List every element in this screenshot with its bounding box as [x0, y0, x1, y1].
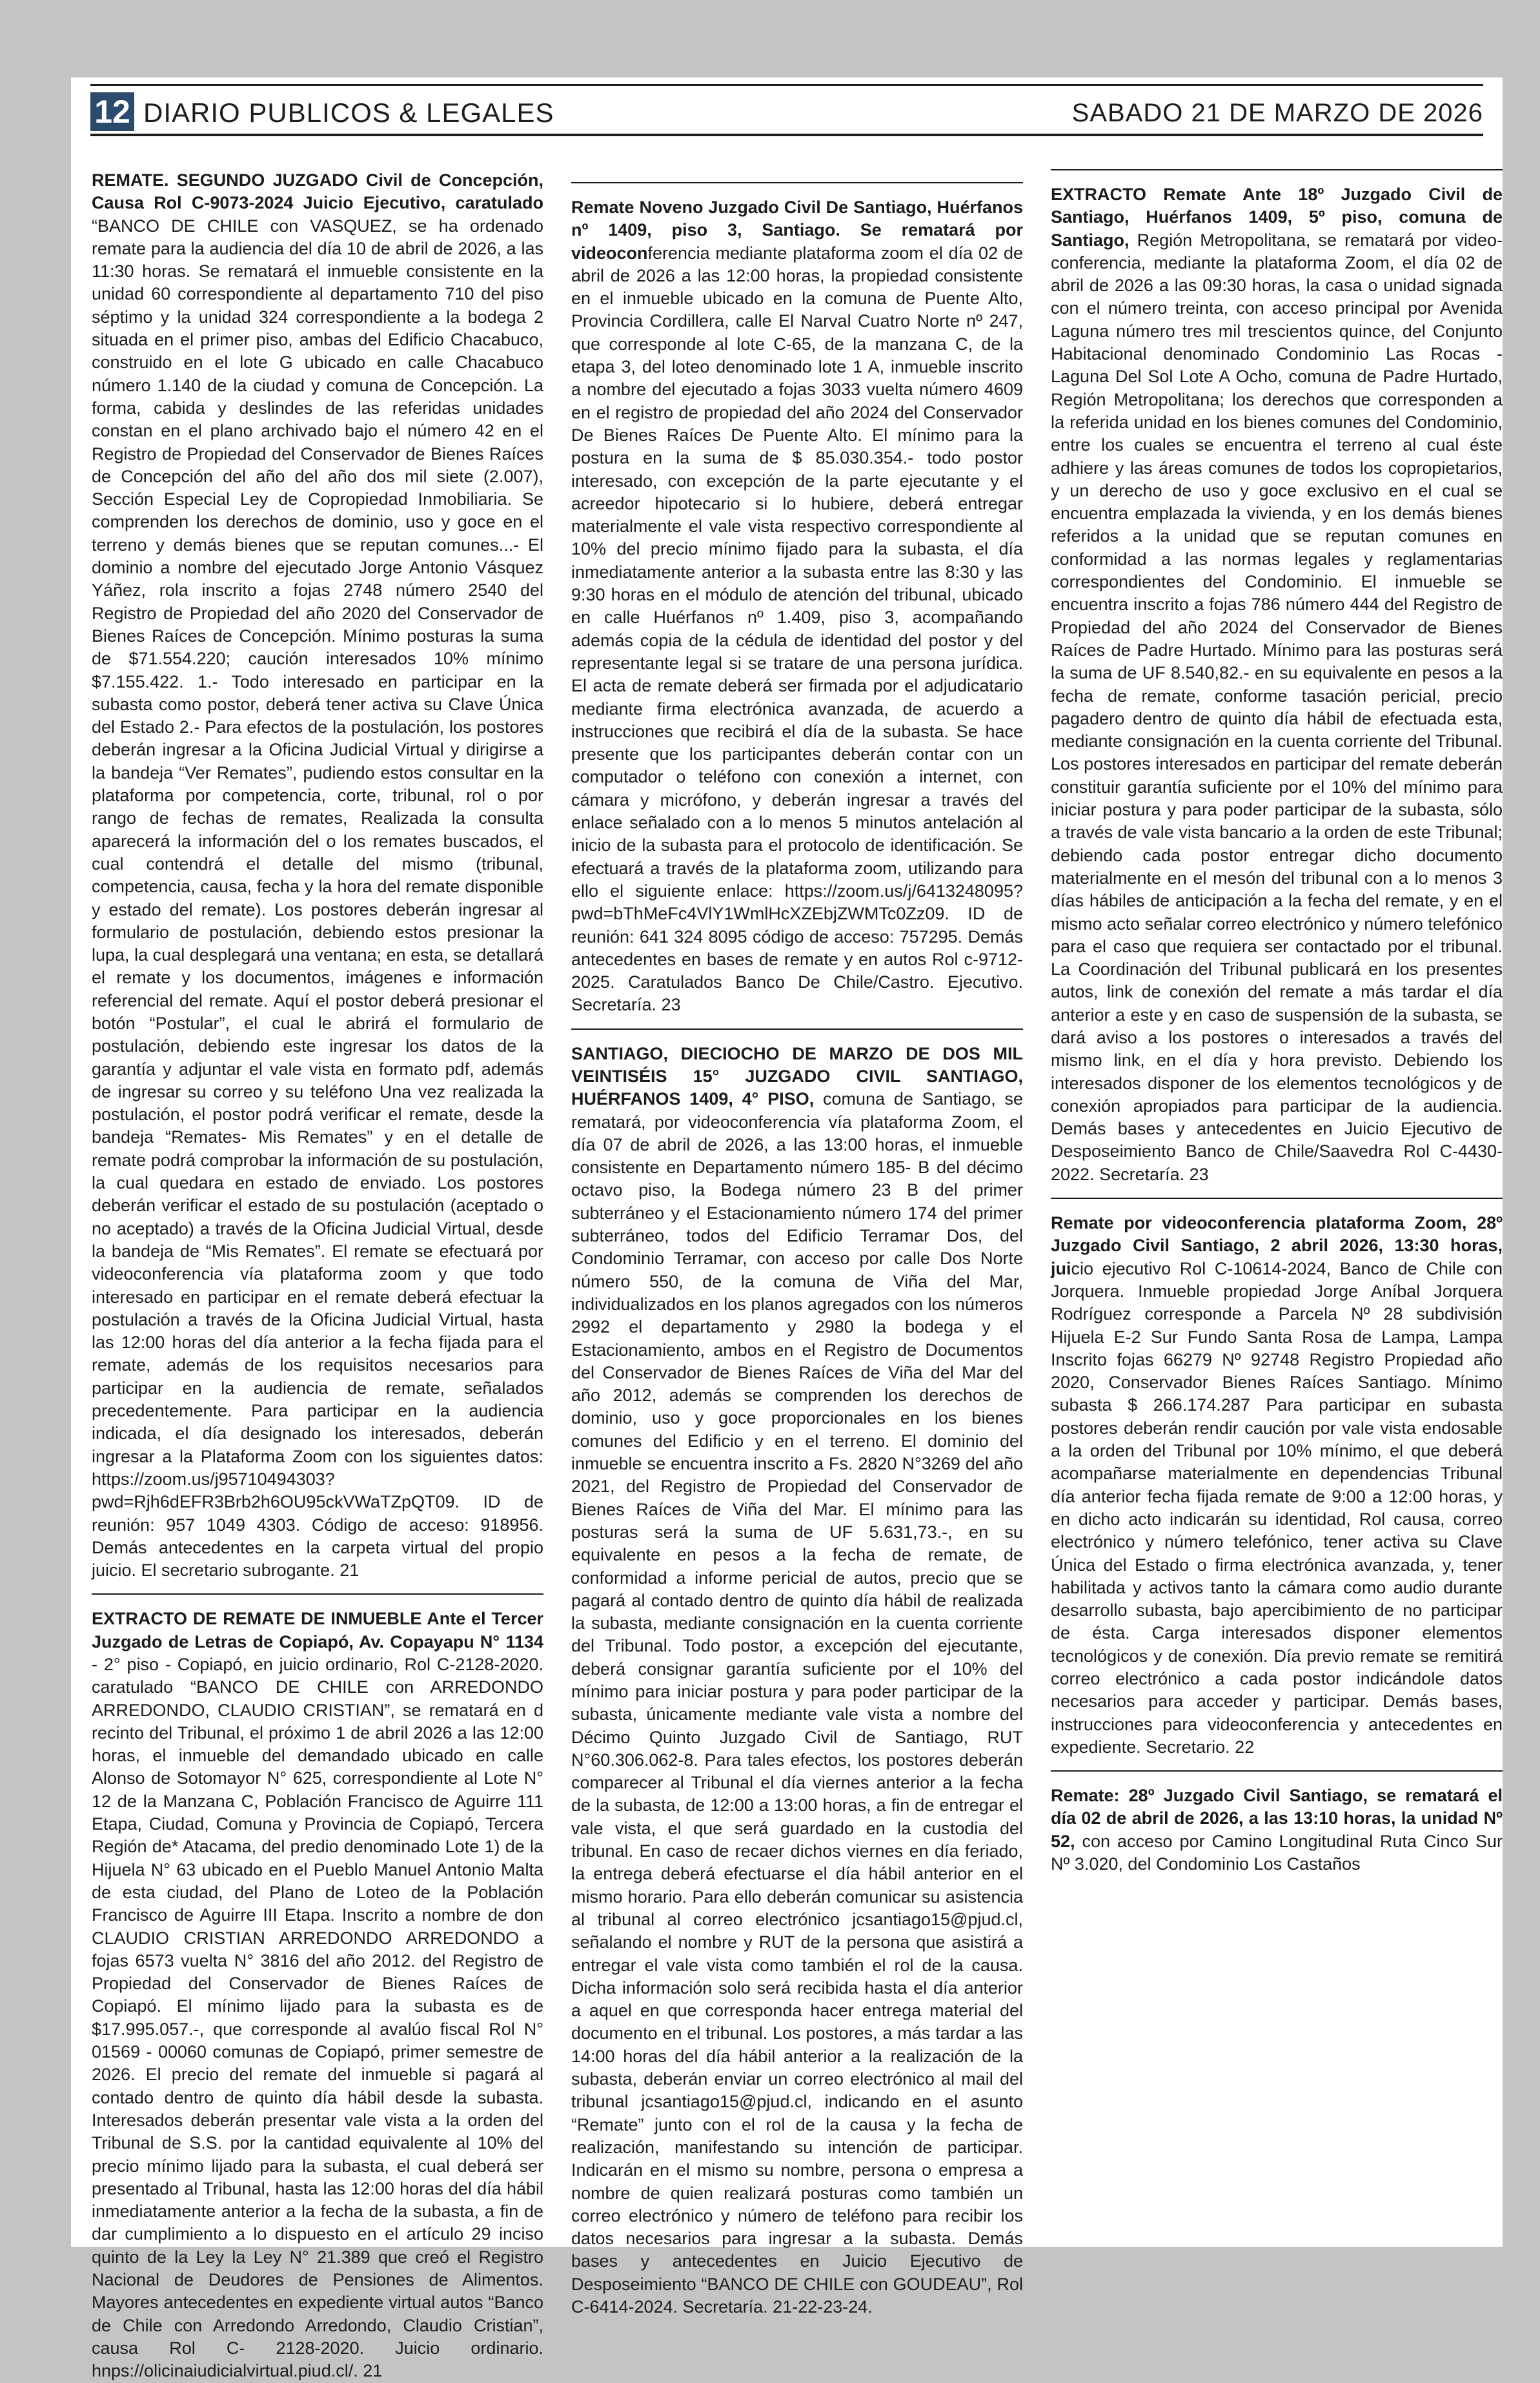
- notice-heading: EXTRACTO Remate Ante 18º Juzgado Civil de Santiago, Huérfanos 1409, 5º piso, comuna de Santiago,: [1051, 185, 1503, 250]
- newspaper-page: [71, 77, 1503, 2381]
- column-1: [92, 169, 543, 2381]
- legal-notice: [1051, 1198, 1503, 1759]
- notice-body: - 2° piso - Copiapó, en juicio ordinario, Rol C-2128-2020. caratulado “BANCO DE CHILE con ARREDONDO ARREDONDO, CLAUDIO CRISTIAN”, se rematará en d recinto del Tribunal, el próximo 1 de abril 2026 a las 12:00 horas, el inmueble del demandado ubicado en calle Alonso de Sotomayor N° 625, correspondiente al Lote N° 12 de la Manzana C, Población Francisco de Aguirre 111 Etapa, Ciudad, Comuna y Provincia de Copiapó, Tercera Región de* Atacama, del predio denominado Lote 1) de la Hijuela N° 63 ubicado en el Pueblo Manuel Antonio Malta de esta ciudad, del Plano de Loteo de la Población Francisco de Aguirre III Etapa. Inscrito a nombre de don CLAUDIO CRISTIAN ARREDONDO ARREDONDO a fojas 6573 vuelta N° 3816 del año 2012. del Registro de Propiedad del Conservador de Bienes Raíces de Copiapó. El mínimo lijado para la subasta es de $17.995.057.-, que corresponde al avalúo fiscal Rol N° 01569 - 00060 comunas de Copiapó, primer semestre de 2026. El precio del remate del inmueble si pagará al contado dentro de quinto día hábil desde la subasta. Interesados deberán presentar vale vista a la orden del Tribunal de S.S. por la cantidad equivalente al 10% del precio mínimo lijado para la subasta, el cual deberá ser presentado al Tribunal, hasta las 12:00 horas del día hábil inmediatamente anterior a la fecha de la subasta, a fin de dar cumplimiento a lo dispuesto en el artículo 29 inciso quinto de la Ley la Ley N° 21.389 que creó el Registro Nacional de Deudores de Pensiones de Alimentos. Mayores antecedentes en expediente virtual autos “Banco de Chile con Arredondo Arredondo, Claudio Cristian”, causa Rol C- 2128-2020. Juicio ordinario. hnps://olicinaiudicialvirtual.piud.cl/. 21: [92, 1655, 543, 2381]
- notice-heading: Remate Noveno Juzgado Civil De Santiago, Huérfanos nº 1409, piso 3, Santiago. Se rematará por videocon: [571, 198, 1023, 263]
- notice-body: cio ejecutivo Rol C-10614-2024, Banco de Chile con Jorquera. Inmueble propiedad Jorge Aníbal Jorquera Rodríguez corresponde a Parcela Nº 28 subdivisión Hijuela E-2 Sur Fundo Santa Rosa de Lampa, Lampa Inscrito fojas 66279 Nº 92748 Registro Propiedad año 2020, Conservador Bienes Raíces Santiago. Mínimo subasta $ 266.174.287 Para participar en subasta postores deberán rendir caución por vale vista endosable a la orden del Tribunal por 10% mínimo, el que deberá acompañarse materialmente en dependencias Tribunal día anterior fecha fijada remate de 9:00 a 12:00 horas, y en dicho acto indicarán su identidad, Rol causa, correo electrónico y número telefónico, tener activa su Clave Única del Estado o firma electrónica avanzada, y, tener habilitada y activos tanto la cámara como audio durante desarrollo subasta, bajo apercibimiento de no participar de ésta. Carga interesados disponer elementos tecnológicos y de conexión. Día previo remate se remitirá correo electrónico a cada postor indicándole datos necesarios para acceder y participar. Demás bases, instrucciones para videoconferencia y antecedentes en expediente. Secretario. 22: [1051, 1258, 1503, 1757]
- column-3: [1051, 169, 1503, 2242]
- publication-name: DIARIO PUBLICOS & LEGALES: [143, 97, 554, 128]
- notice-heading: EXTRACTO DE REMATE DE INMUEBLE Ante el Tercer Juzgado de Letras de Copiapó, Av. Copayapu N° 1134: [92, 1609, 543, 1652]
- legal-notice: [92, 1593, 543, 2382]
- legal-notice: [1051, 169, 1503, 1186]
- legal-notice: [571, 182, 1023, 1017]
- publication-date: SABADO 21 DE MARZO DE 2026: [1071, 99, 1483, 127]
- column-2: [571, 169, 1024, 2317]
- legal-notice: [1051, 1770, 1503, 1876]
- legal-notice: [92, 169, 543, 1582]
- notice-body: comuna de Santiago, se rematará, por videoconferencia vía plataforma Zoom, el día 07 de abril de 2026, a las 13:00 horas, el inmueble consistente en Departamento número 185- B del décimo octavo piso, la Bodega número 23 B del primer subterráneo y el Estacionamiento número 174 del primer subterráneo, todos del Edificio Terramar Dos, del Condominio Terramar, con acceso por calle Dos Norte número 550, de la comuna de Viña del Mar, individualizados en los planos agregados con los números 2992 el departamento y 2980 la bodega y el Estacionamiento, ambos en el Registro de Documentos del Conservador de Bienes Raíces de Viña del Mar del año 2012, además se comprenden los derechos de dominio, uso y goce proporcionales en los bienes comunes del Edificio y en el terreno. El dominio del inmueble se encuentra inscrito a Fs. 2820 N°3269 del año 2021, del Registro de Propiedad del Conservador de Bienes Raíces de Viña del Mar. El mínimo para las posturas será la suma de UF 5.631,73.-, en su equivalente en pesos a la fecha de remate, de conformidad a informe pericial de autos, precio que se pagará al contado dentro de quinto día hábil de realizada la subasta, mediante consignación en la cuenta corriente del Tribunal. Todo postor, a excepción del ejecutante, deberá consignar garantía suficiente por el 10% del mínimo para iniciar postura y para poder participar de la subasta, únicamente mediante vale vista a nombre del Décimo Quinto Juzgado Civil de Santiago, RUT N°60.306.062-8. Para tales efectos, los postores deberán comparecer al Tribunal el día viernes anterior a la fecha de la subasta, de 12:00 a 13:00 horas, a fin de entregar el vale vista, el que será guardado en la custodia del tribunal. En caso de recaer dichos viernes en día feriado, la entrega deberá efectuarse el día hábil anterior en el mismo horario. Para ello deberán comunicar su asistencia al tribunal al correo electrónico jcsantiago15@pjud.cl, señalando el nombre y RUT de la persona que asistirá a entregar el vale vista como también el rol de la causa. Dicha información solo será recibida hasta el día anterior a aquel en que corresponda hacer entrega material del documento en el tribunal. Los postores, a más tardar a las 14:00 horas del día hábil anterior a la realización de la subasta, deberán enviar un correo electrónico al mail del tribunal jcsantiago15@pjud.cl, indicando en el asunto “Remate” junto con el rol de la causa y la fecha de realización, manifestando su intención de participar. Indicarán en el mismo su nombre, persona o empresa a nombre de quien realizará posturas como también un correo electrónico y número de teléfono para recibir los datos necesarios para ingresar a la subasta. Demás bases y antecedentes en Juicio Ejecutivo de Desposeimiento “BANCO DE CHILE con GOUDEAU”, Rol C-6414-2024. Secretaría. 21-22-23-24.: [571, 1089, 1024, 2317]
- notice-body: Región Metropolitana, se rematará por video-conferencia, mediante la plataforma Zoom, el día 02 de abril de 2026 a las 09:30 horas, la casa o unidad signada con el número treinta, con acceso principal por Avenida Laguna número tres mil trescientos quince, del Conjunto Habitacional denominado Condominio Las Rocas - Laguna Del Sol Lote A Ocho, comuna de Padre Hurtado, Región Metropolitana; los derechos que corresponden a la referida unidad en los bienes comunes del Condominio, entre los cuales se encuentra el terreno al cual éste adhiere y las áreas comunes de todos los copropietarios, y un derecho de uso y goce exclusivo en el cual se encuentra emplazada la vivienda, y en los demás bienes referidos a la unidad que se reputan comunes en conformidad a las normas legales y reglamentarias correspondientes del Condominio. El inmueble se encuentra inscrito a fojas 786 número 444 del Registro de Propiedad del año 2024 del Conservador de Bienes Raíces de Padre Hurtado. Mínimo para las posturas será la suma de UF 8.540,82.- en su equivalente en pesos a la fecha de remate, conforme tasación pericial, precio pagadero dentro de quinto día hábil de efectuada esta, mediante consignación en la cuenta corriente del Tribunal. Los postores interesados en participar del remate deberán constituir garantía suficiente por el 10% del mínimo para iniciar postura y para poder participar de la subasta, sólo a través de vale vista bancario a la orden de este Tribunal; debiendo cada postor entregar dicho documento materialmente en el mesón del tribunal con a lo menos 3 días hábiles de anticipación a la fecha del remate, y en el mismo acto señalar correo electrónico y número telefónico para el caso que requiera ser contactado por el tribunal. La Coordinación del Tribunal publicará en los presentes autos, link de conexión del remate a más tardar el día anterior a este y en caso de suspensión de la subasta, se dará aviso a los postores o interesados a través del mismo link, en el día y hora previsto. Debiendo los interesados disponer de los elementos tecnológicos y de conexión apropiados para participar de la audiencia. Demás bases y antecedentes en Juicio Ejecutivo de Desposeimiento Banco de Chile/Saavedra Rol C-4430-2022. Secretaría. 23: [1051, 230, 1503, 1184]
- page-number: 12: [90, 92, 134, 131]
- notice-heading: Remate por videoconferencia plataforma Zoom, 28º Juzgado Civil Santiago, 2 abril 2026, 13:30 horas, jui: [1051, 1213, 1503, 1278]
- notice-heading: Remate: 28º Juzgado Civil Santiago, se rematará el día 02 de abril de 2026, a las 13:10 horas, la unidad Nº 52,: [1051, 1786, 1503, 1851]
- notice-heading: REMATE. SEGUNDO JUZGADO Civil de Concepción, Causa Rol C-9073-2024 Juicio Ejecutivo, caratulado: [92, 170, 543, 213]
- masthead: [90, 84, 1483, 136]
- notice-body: ferencia mediante plataforma zoom el día 02 de abril de 2026 a las 12:00 horas, la propiedad consistente en el inmueble ubicado en la comuna de Puente Alto, Provincia Cordillera, calle El Narval Cuatro Norte nº 247, que corresponde al lote C-65, de la manzana C, de la etapa 3, del loteo denominado lote 1 A, inmueble inscrito a nombre del ejecutado a fojas 3033 vuelta número 4609 en el registro de propiedad del año 2024 del Conservador De Bienes Raíces De Puente Alto. El mínimo para la postura en la suma de $ 85.030.354.- todo postor interesado, con excepción de la parte ejecutante y el acreedor hipotecario si lo hubiere, deberá entregar materialmente el vale vista respectivo correspondiente al 10% del precio mínimo fijado para la subasta, el día inmediatamente anterior a la subasta entre las 8:30 y las 9:30 horas en el módulo de atención del tribunal, ubicado en calle Huérfanos nº 1.409, piso 3, acompañando además copia de la cédula de identidad del postor y del representante legal si se tratare de una persona jurídica. El acta de remate deberá ser firmada por el adjudicatario mediante firma electrónica avanzada, de acuerdo a instrucciones que recibirá el día de la subasta. Se hace presente que los participantes deberán contar con un computador o teléfono con conexión a internet, con cámara y micrófono, y deberán ingresar a través del enlace señalado con a lo menos 5 minutos antelación al inicio de la subasta para el protocolo de identificación. Se efectuará a través de la plataforma zoom, utilizando para ello el siguiente enlace: https://zoom.us/j/6413248095?pwd=bThMeFc4VlY1WmlHcXZEbjZWMTc0Zz09. ID de reunión: 641 324 8095 código de acceso: 757295. Demás antecedentes en bases de remate y en autos Rol c-9712-2025. Caratulados Banco De Chile/Castro. Ejecutivo. Secretaría. 23: [571, 243, 1023, 1015]
- legal-notice: [571, 1028, 1023, 2319]
- notice-body: con acceso por Camino Longitudinal Ruta Cinco Sur Nº 3.020, del Condominio Los Castaños: [1051, 1831, 1503, 1874]
- notice-heading: SANTIAGO, DIECIOCHO DE MARZO DE DOS MIL VEINTISÉIS 15° JUZGADO CIVIL SANTIAGO, HUÉRFANOS 1409, 4° PISO,: [571, 1043, 1023, 1109]
- notice-body: “BANCO DE CHILE con VASQUEZ, se ha ordenado remate para la audiencia del día 10 de abril de 2026, a las 11:30 horas. Se rematará el inmueble consistente en la unidad 60 correspondiente al departamento 710 del piso séptimo y la unidad 324 correspondiente a la bodega 2 situada en el primer piso, ambas del Edificio Chacabuco, construido en el lote G ubicado en calle Chacabuco número 1.140 de la ciudad y comuna de Concepción. La forma, cabida y deslindes de las referidas unidades constan en el plano archivado bajo el número 42 en el Registro de Propiedad del Conservador de Bienes Raíces de Concepción del año del año dos mil siete (2.007), Sección Especial Ley de Copropiedad Inmobiliaria. Se comprenden los derechos de dominio, uso y goce en el terreno y demás bienes que se reputan comunes...- El dominio a nombre del ejecutado Jorge Antonio Vásquez Yáñez, rola inscrito a fojas 2748 número 2540 del Registro de Propiedad del año 2020 del Conservador de Bienes Raíces de Concepción. Mínimo posturas la suma de $71.554.220; caución interesados 10% mínimo $7.155.422. 1.- Todo interesado en participar en la subasta como postor, deberá tener activa su Clave Única del Estado 2.- Para efectos de la postulación, los postores deberán ingresar a la Oficina Judicial Virtual y dirigirse a la bandeja “Ver Remates”, pudiendo estos consultar en la plataforma por competencia, corte, tribunal, rol o por rango de fechas de remates, Realizada la consulta aparecerá la información del o los remates buscados, el cual contendrá el detalle del mismo (tribunal, competencia, causa, fecha y la hora del remate disponible y estado del remate). Los postores deberán ingresar al formulario de postulación, debiendo estos presionar la lupa, la cual desplegará una ventana; en esta, se detallará el remate y los documentos, imágenes e información referencial del remate. Aquí el postor deberá presionar el botón “Postular”, el cual le abrirá el formulario de postulación, debiendo este ingresar los datos de la garantía y adjuntar el vale vista en formato pdf, además de ingresar su correo y su teléfono Una vez realizada la postulación, el postor podrá verificar el remate, desde la bandeja “Remates- Mis Remates” y en el detalle de remate podrá comprobar la información de su postulación, la cual quedara en estado de enviado. Los postores deberán verificar el estado de su postulación (aceptado o no aceptado) a través de la Oficina Judicial Virtual, desde la bandeja de “Mis Remates”. El remate se efectuará por videoconferencia vía plataforma zoom y que todo interesado en participar en el remate deberá efectuar la postulación a través de la Oficina Judicial Virtual, hasta las 12:00 horas del día anterior a la fecha fijada para el remate, además de los requisitos necesarios para participar en la audiencia de remate, señalados precedentemente. Para participar en la audiencia indicada, el día designado los interesados, deberán ingresar a la Plataforma Zoom con los siguientes datos: https://zoom.us/j95710494303?pwd=Rjh6dEFR3Brb2h6OU95ckVWaTZpQT09. ID de reunión: 957 1049 4303. Código de acceso: 918956. Demás antecedentes en la carpeta virtual del propio juicio. El secretario subrogante. 21: [92, 216, 543, 1580]
